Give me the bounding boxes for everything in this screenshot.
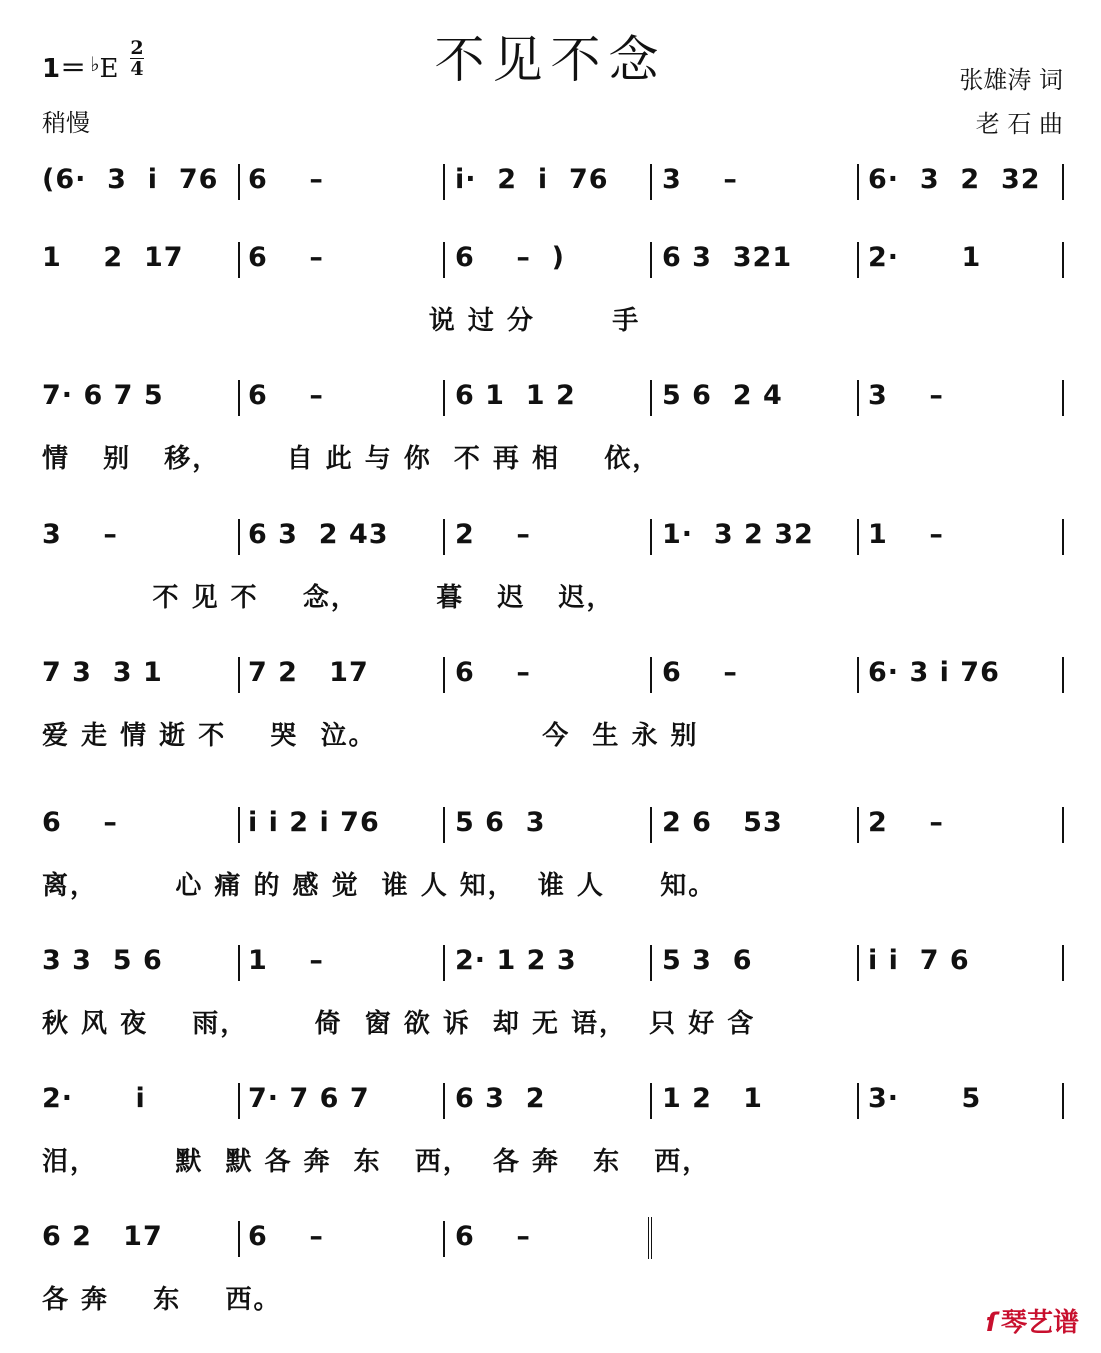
measure-notes: i i 7 6 (868, 945, 981, 976)
score-row (0, 366, 1101, 426)
measure-notes: 6· 3 i 76 (868, 657, 1011, 688)
song-title: 不见不念 (434, 31, 667, 89)
measure-notes: 5 6 3 (455, 807, 567, 838)
measure-notes: 6 – (42, 807, 150, 838)
logo-text: 琴艺谱 (1000, 1308, 1079, 1338)
measure-notes: 2 – (455, 519, 563, 550)
measure-notes: 1 – (248, 945, 356, 976)
logo-icon: ſ (985, 1308, 997, 1338)
score-row (0, 643, 1101, 703)
barline (1062, 945, 1064, 981)
lyrics-line: 离， 心 痛 的 感 觉 谁 人 知， 谁 人 知。 (42, 871, 717, 901)
barline (238, 657, 240, 693)
barline (857, 380, 859, 416)
score-row (0, 150, 1101, 210)
barline (443, 380, 445, 416)
barline (238, 519, 240, 555)
barline (443, 164, 445, 200)
barline (650, 1083, 652, 1119)
barline (650, 807, 652, 843)
measure-notes: 7· 6 7 5 (42, 380, 175, 411)
barline (238, 242, 240, 278)
barline (238, 380, 240, 416)
meter-top: 2 (130, 37, 144, 59)
score-row (0, 228, 1101, 288)
tempo-marking: 稍慢 (42, 109, 90, 137)
score-row (0, 505, 1101, 565)
lyricist-credit: 张雄涛 词 (959, 66, 1063, 94)
measure-notes: 1 2 17 (42, 242, 194, 273)
measure-notes: 3 – (662, 164, 770, 195)
measure-notes: 2· i (42, 1083, 157, 1114)
barline (443, 945, 445, 981)
barline (443, 519, 445, 555)
measure-notes: 6 – (248, 1221, 356, 1252)
measure-notes: 6 – (455, 1221, 563, 1252)
final-barline (648, 1217, 658, 1259)
barline (443, 807, 445, 843)
measure-notes: 7 3 3 1 (42, 657, 174, 688)
barline (443, 242, 445, 278)
measure-notes: 3· 5 (868, 1083, 992, 1114)
measure-notes: 2· 1 (868, 242, 992, 273)
measure-notes: 6 – (455, 657, 563, 688)
measure-notes: i· 2 i 76 (455, 164, 619, 195)
lyrics-line: 说 过 分 手 (42, 306, 641, 336)
barline (238, 164, 240, 200)
measure-notes: 7· 7 6 7 (248, 1083, 381, 1114)
measure-notes: 3 3 5 6 (42, 945, 174, 976)
barline (1062, 807, 1064, 843)
barline (238, 1083, 240, 1119)
key-prefix: 1＝ (42, 54, 87, 84)
measure-notes: 6 – (248, 242, 356, 273)
measure-notes: i i 2 i 76 (248, 807, 391, 838)
barline (443, 1221, 445, 1257)
score-row (0, 793, 1101, 853)
measure-notes: 2 6 53 (662, 807, 794, 838)
measure-notes: 6 – (662, 657, 770, 688)
barline (650, 657, 652, 693)
measure-notes: 5 3 6 (662, 945, 774, 976)
barline (857, 945, 859, 981)
key-signature (42, 48, 119, 85)
barline (443, 1083, 445, 1119)
measure-notes: 3 – (42, 519, 150, 550)
measure-notes: 6 1 1 2 (455, 380, 587, 411)
measure-notes: 6 3 2 43 (248, 519, 399, 550)
measure-notes: (6· 3 i 76 (42, 164, 229, 195)
barline (857, 242, 859, 278)
measure-notes: 2 – (868, 807, 976, 838)
barline (1062, 519, 1064, 555)
lyrics-line: 泪， 默 默 各 奔 东 西， 各 奔 东 西， (42, 1147, 711, 1177)
barline (650, 519, 652, 555)
measure-notes: 7 2 17 (248, 657, 380, 688)
barline (1062, 657, 1064, 693)
measure-notes: 6 – (248, 380, 356, 411)
measure-notes: 1 2 1 (662, 1083, 774, 1114)
barline (857, 519, 859, 555)
barline (1062, 380, 1064, 416)
meter-bottom: 4 (130, 58, 144, 80)
barline (650, 164, 652, 200)
measure-notes: 2· 1 2 3 (455, 945, 588, 976)
barline (1062, 164, 1064, 200)
measure-notes: 1 – (868, 519, 976, 550)
barline (238, 807, 240, 843)
barline (1062, 242, 1064, 278)
score-row (0, 1069, 1101, 1129)
barline (443, 657, 445, 693)
measure-notes: 6 3 2 (455, 1083, 567, 1114)
barline (857, 807, 859, 843)
barline (857, 657, 859, 693)
measure-notes: 5 6 2 4 (662, 380, 794, 411)
barline (238, 945, 240, 981)
score-row (0, 931, 1101, 991)
flat-icon: ♭ (90, 52, 100, 76)
barline (650, 945, 652, 981)
lyrics-line: 各 奔 东 西。 (42, 1285, 282, 1315)
barline (650, 380, 652, 416)
measure-notes: 6 2 17 (42, 1221, 174, 1252)
composer-credit: 老 石 曲 (975, 110, 1063, 138)
measure-notes: 6· 3 2 32 (868, 164, 1051, 195)
measure-notes: 6 – ) (455, 242, 576, 273)
measure-notes: 6 3 321 (662, 242, 803, 273)
site-logo (986, 1302, 1079, 1339)
barline (238, 1221, 240, 1257)
score-row (0, 1207, 1101, 1267)
lyrics-line: 情 别 移， 自 此 与 你 不 再 相 依， (42, 444, 661, 474)
barline (857, 164, 859, 200)
lyrics-line: 爱 走 情 逝 不 哭 泣。 今 生 永 别 (42, 721, 699, 751)
barline (1062, 1083, 1064, 1119)
lyrics-line: 不 见 不 念， 暮 迟 迟， (42, 583, 615, 613)
measure-notes: 3 – (868, 380, 976, 411)
barline (857, 1083, 859, 1119)
lyrics-line: 秋 风 夜 雨， 倚 窗 欲 诉 却 无 语， 只 好 含 (42, 1009, 756, 1039)
measure-notes: 1· 3 2 32 (662, 519, 825, 550)
barline (650, 242, 652, 278)
time-signature (130, 38, 144, 79)
key-letter: E (99, 54, 119, 84)
measure-notes: 6 – (248, 164, 356, 195)
